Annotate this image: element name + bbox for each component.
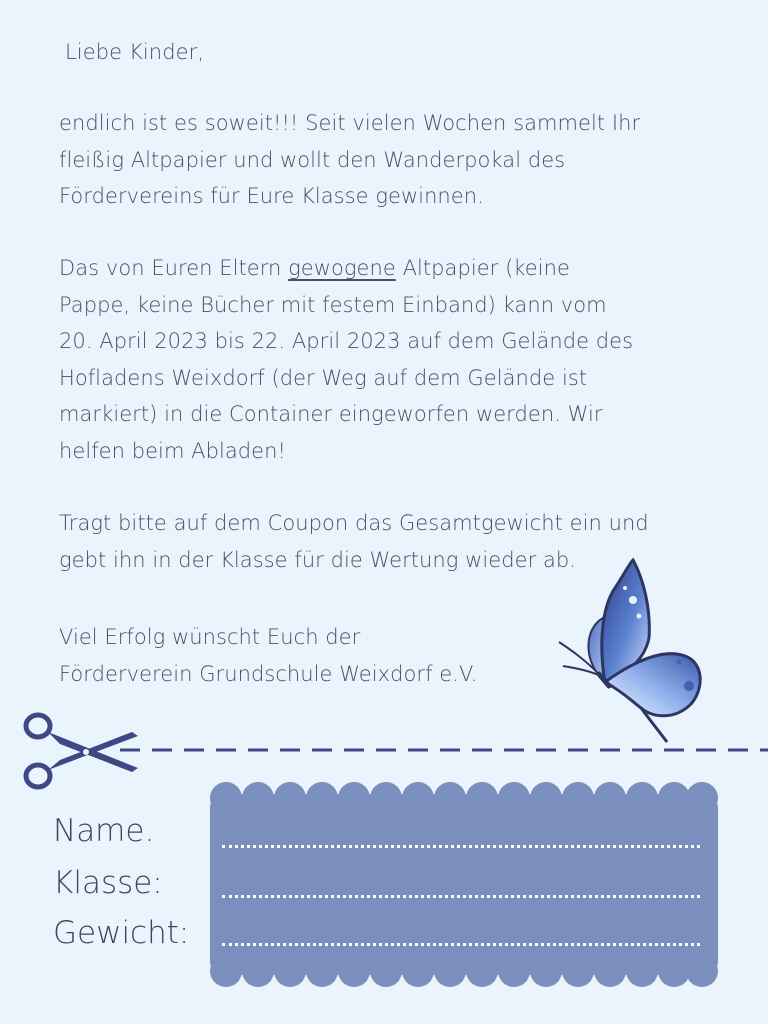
coupon-class-label: Klasse: [53,865,163,901]
paragraph-line [59,250,719,287]
paragraph-line: markiert) in die Container eingeworfen werden. Wir [59,402,603,426]
signature-line: Viel Erfolg wünscht Euch der [59,625,361,649]
underlined-word: gewogene [288,256,396,280]
paragraph-line: Tragt bitte auf dem Coupon das Gesamtgewicht ein und [59,511,649,535]
paragraph-line: 20. April 2023 bis 22. April 2023 auf dem Gelände des [59,329,634,353]
coupon-weight-field[interactable] [222,943,700,946]
paragraph-line: endlich ist es soweit!!! Seit vielen Wochen sammelt Ihr [59,111,641,135]
coupon-name-label: Name. [53,813,155,849]
paragraph-announcement [59,105,719,215]
coupon-name-field[interactable] [222,845,700,848]
paragraph-instructions [59,250,719,469]
paragraph-line: helfen beim Abladen! [59,438,286,463]
paragraph-line: Fördervereins für Eure Klasse gewinnen. [59,184,484,208]
coupon-class-field[interactable] [222,895,700,898]
coupon-box [210,782,718,987]
paragraph-line: fleißig Altpapier und wollt den Wanderpokal des [59,147,566,172]
paragraph-line: gebt ihn in der Klasse für die Wertung wieder ab. [59,547,577,572]
signature-line: Förderverein Grundschule Weixdorf e.V. [59,661,478,686]
letter-greeting: Liebe Kinder, [65,40,205,64]
paragraph-line: Hofladens Weixdorf (der Weg auf dem Gelände ist [59,365,588,390]
coupon-weight-label: Gewicht: [53,915,190,951]
paragraph-line: Pappe, keine Bücher mit festem Einband) kann vom [59,292,607,317]
text-fragment: Das von Euren Eltern [59,256,289,280]
text-fragment: Altpapier (keine [395,256,570,280]
